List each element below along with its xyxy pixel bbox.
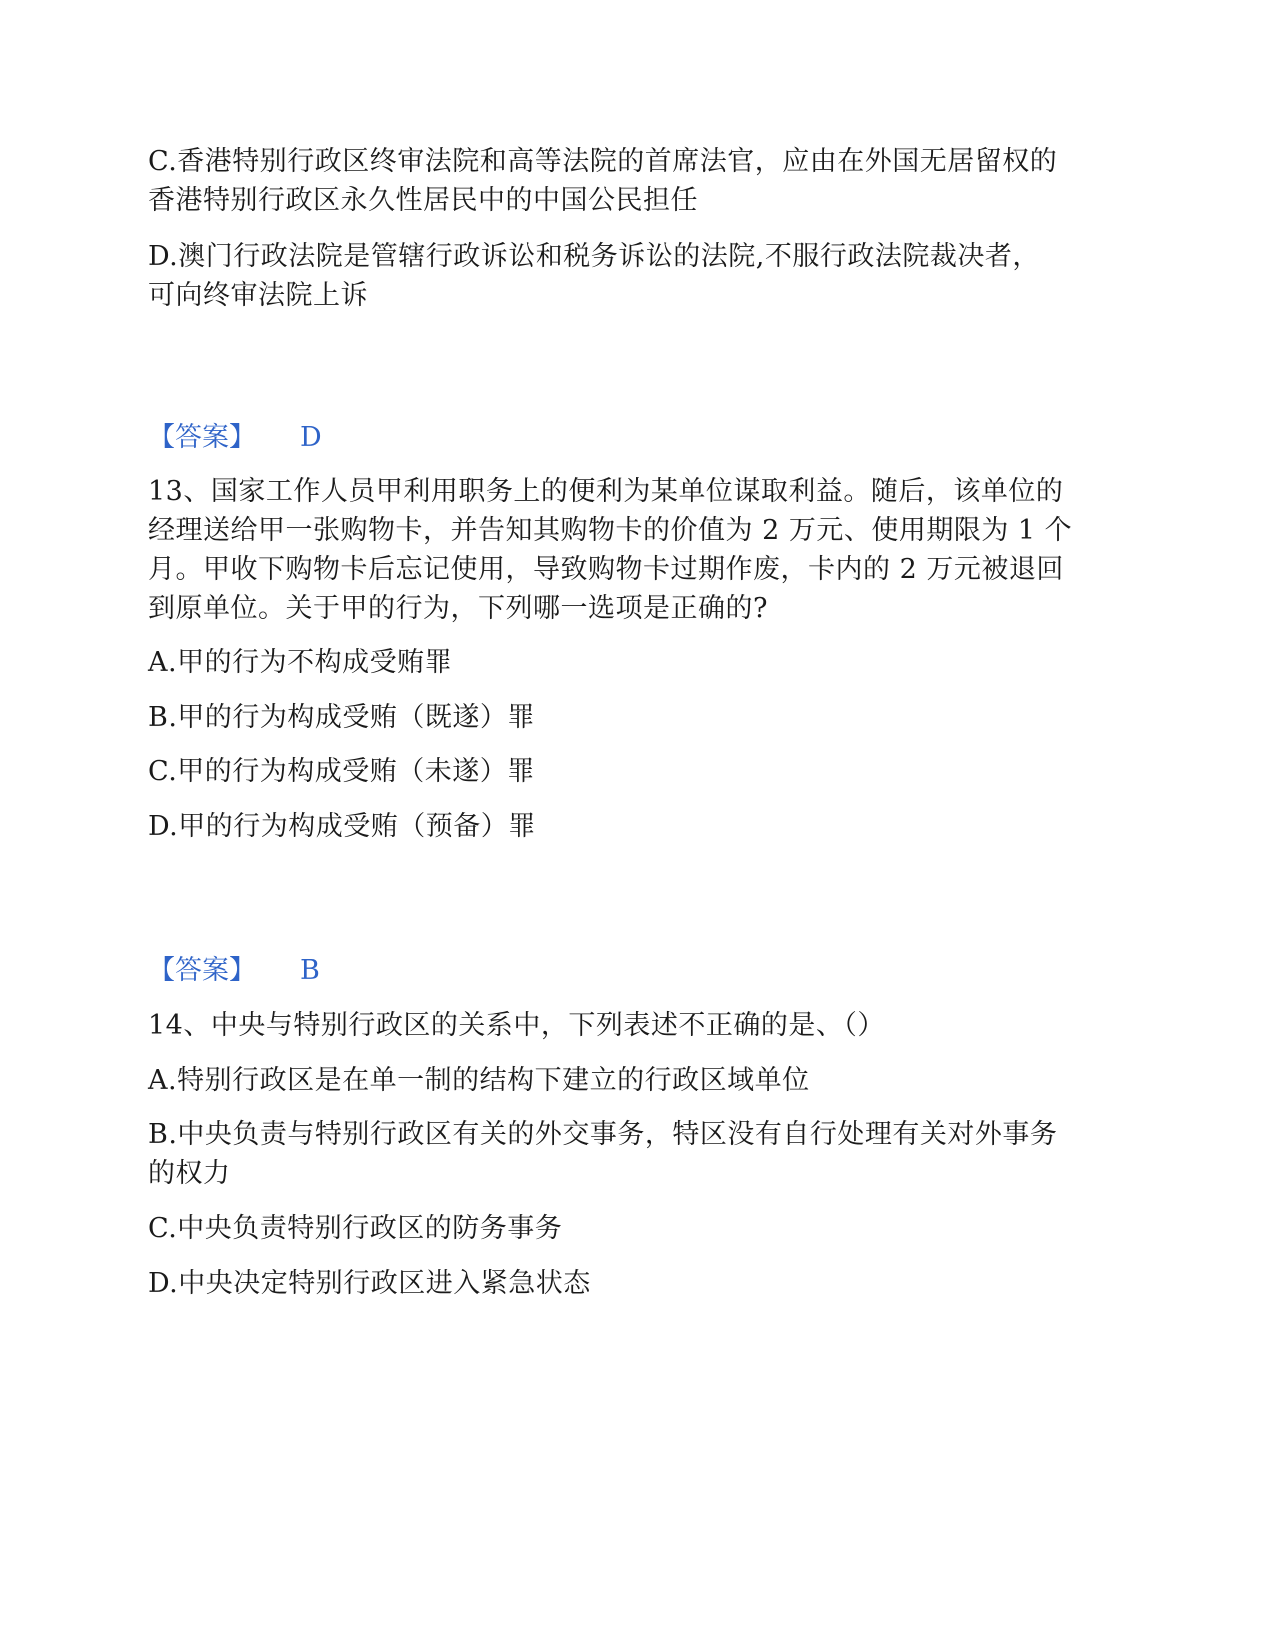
- q14-option-d: D.中央决定特别行政区进入紧急状态: [148, 1268, 591, 1299]
- document-page: [148, 0, 1108, 1650]
- q12-option-d-line2: 可向终审法院上诉: [148, 280, 368, 311]
- q12-option-d: [148, 237, 1108, 315]
- q14-option-b: [148, 1115, 1108, 1193]
- q12-option-d-line1: D.澳门行政法院是管辖行政诉讼和税务诉讼的法院,不服行政法院裁决者，: [148, 241, 1040, 272]
- q13-option-c: C.甲的行为构成受贿（未遂）罪: [148, 756, 535, 787]
- q13-stem: [148, 472, 1108, 628]
- q13-option-d: D.甲的行为构成受贿（预备）罪: [148, 811, 536, 842]
- q14-option-a: A.特别行政区是在单一制的结构下建立的行政区域单位: [148, 1065, 810, 1096]
- q14-option-b-line1: B.中央负责与特别行政区有关的外交事务，特区没有自行处理有关对外事务: [148, 1119, 1058, 1150]
- q12-answer: [148, 418, 1108, 457]
- answer-value: B: [300, 955, 320, 986]
- q14-option-c: C.中央负责特别行政区的防务事务: [148, 1213, 563, 1244]
- q13-stem-line1: 13、国家工作人员甲利用职务上的便利为某单位谋取利益。随后，该单位的: [148, 476, 1064, 507]
- answer-label: 【答案】: [148, 955, 256, 986]
- q14-option-b-line2: 的权力: [148, 1158, 231, 1189]
- q13-answer: [148, 951, 1108, 990]
- q13-stem-line2: 经理送给甲一张购物卡，并告知其购物卡的价值为 2 万元、使用期限为 1 个: [148, 515, 1073, 546]
- q13-option-a: A.甲的行为不构成受贿罪: [148, 647, 453, 678]
- q14-stem: 14、中央与特别行政区的关系中，下列表述不正确的是、（）: [148, 1010, 885, 1041]
- answer-label: 【答案】: [148, 422, 256, 453]
- q13-option-b: B.甲的行为构成受贿（既遂）罪: [148, 702, 535, 733]
- q12-option-c: [148, 142, 1108, 220]
- answer-value: D: [300, 422, 322, 453]
- q13-stem-line3: 月。甲收下购物卡后忘记使用，导致购物卡过期作废，卡内的 2 万元被退回: [148, 554, 1064, 585]
- q12-option-c-line1: C.香港特别行政区终审法院和高等法院的首席法官，应由在外国无居留权的: [148, 146, 1058, 177]
- q13-stem-line4: 到原单位。关于甲的行为，下列哪一选项是正确的?: [148, 593, 768, 624]
- q12-option-c-line2: 香港特别行政区永久性居民中的中国公民担任: [148, 185, 698, 216]
